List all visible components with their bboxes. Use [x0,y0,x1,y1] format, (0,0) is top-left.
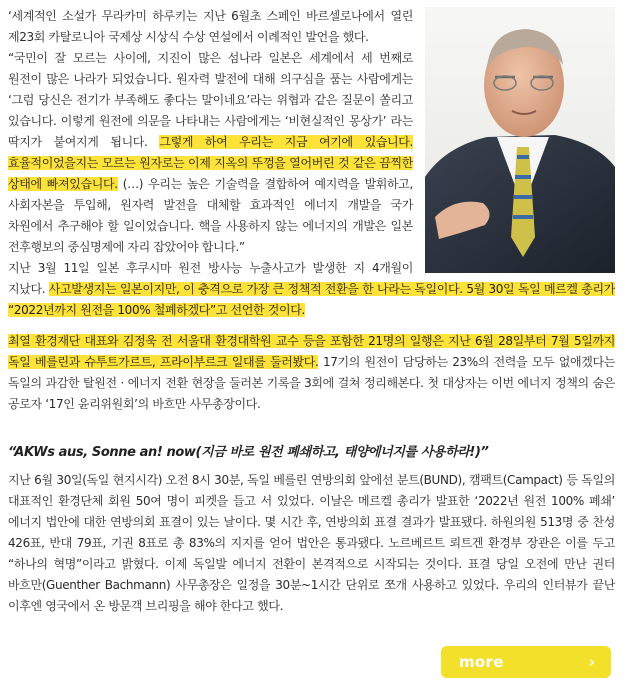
portrait-photo-image [425,7,615,273]
quote-text-continued: (…) 우리는 높은 기술력을 결합하여 예지력을 발휘하고, 사회자본을 투입해, 원자력 발전을 대체할 효과적인 에너지 개발을 국가 차원에서 추구해야 할 일이었습니다. 핵을 사용하지 않는 에너지의 개발은 일본 전후행보의 중심명제에 자리 잡았어야 합니다.” [8,177,414,254]
tour-paragraph [8,331,615,415]
portrait-photo [425,7,615,273]
section-body: 지난 6월 30일(독일 현지시각) 오전 8시 30분, 독일 베를린 연방의회 앞에선 분트(BUND), 캠팩트(Campact) 등 독일의 대표적인 환경단체 회원 50여 명이 피켓을 들고 서 있었다. 이날은 메르켈 총리가 발표한 ‘2022년 원전 100% 폐쇄’ 에너지 법안에 대한 연방의회 표결이 있는 날이다. 몇 시간 후, 연방의회 표결 결과가 발표됐다. 하원의원 513명 중 찬성 426표, 반대 79표, 기권 8표로 총 83%의 지지를 얻어 법안은 통과됐다. 노르베르트 뢰트겐 환경부 장관은 이를 두고 “하나의 혁명”이라고 밝혔다. 이제 독일발 에너지 전환이 본격적으로 시작되는 것이다. 표결 당일 오전에 만난 권터 바흐만(Guenther Bachmann) 사무총장은 일정을 30분~1시간 단위로 쪼개 사용하고 있었다. 우리의 인터뷰가 끝난 이후엔 영국에서 온 방문객 브리핑을 해야 한다고 했다. [8,473,615,613]
chevron-right-icon: › [588,653,595,671]
section-heading: “AKWs aus, Sonne an! now(지금 바로 원전 폐쇄하고, 태양에너지를 사용하라!)” [8,445,489,460]
context-text: 지난 3월 11일 일본 후쿠시마 원전 방사능 누출사고가 발생한 지 4개월이 지났다. [8,261,413,296]
intro-text: ‘세계적인 소설가 무라카미 하루키는 지난 6월초 스페인 바르셀로나에서 열린 제23회 카탈로니아 국제상 시상식 수상 연설에서 이례적인 발언을 했다. [8,9,413,44]
highlighted-quote: 그렇게 하여 우리는 지금 여기에 있습니다. 효율적이었을지는 모르는 원자로는 이제 지옥의 뚜껑을 열어버린 것 같은 끔찍한 상태에 빠져있습니다. [8,135,414,191]
tour-text: 17기의 원전이 담당하는 23%의 전력을 모두 없애겠다는 독일의 과감한 탈원전 · 에너지 전환 현장을 둘러본 기록을 3회에 걸쳐 정리해본다. 첫 대상자는 이번 에너지 정책의 숨은 공로자 ‘17인 윤리위원회’의 바흐만 사무총장이다. [8,355,615,411]
more-button-label: more [459,653,504,671]
highlighted-context: 사고발생지는 일본이지만, 이 충격으로 가장 큰 정책적 전환을 한 나라는 독일이다. 5월 30일 독일 메르켈 총리가 “2022년까지 원전을 100% 철폐하겠다”고 선언한 것이다. [8,282,615,317]
highlighted-tour: 최열 환경재단 대표와 김정욱 전 서울대 환경대학원 교수 등을 포함한 21명의 일행은 지난 6월 28일부터 7월 5일까지 독일 베를린과 슈투트가르트, 프라이부르크 일대를 둘러봤다. [8,334,615,369]
article-body [8,6,615,617]
quote-text: “국민이 잘 모르는 사이에, 지진이 많은 섬나라 일본은 세계에서 세 번째로 원전이 많은 나라가 되었습니다. 원자력 발전에 대해 의구심을 품는 사람에게는 ‘그럼 당신은 전기가 부족해도 좋다는 말이네요’라는 위협과 같은 질문이 쏠리고 있습니다. 이렇게 원전에 의문을 나타내는 사람에게는 ‘비현실적인 몽상가’ 라는 딱지가 붙여지게 됩니다. [8,51,413,149]
more-button[interactable] [441,646,611,678]
